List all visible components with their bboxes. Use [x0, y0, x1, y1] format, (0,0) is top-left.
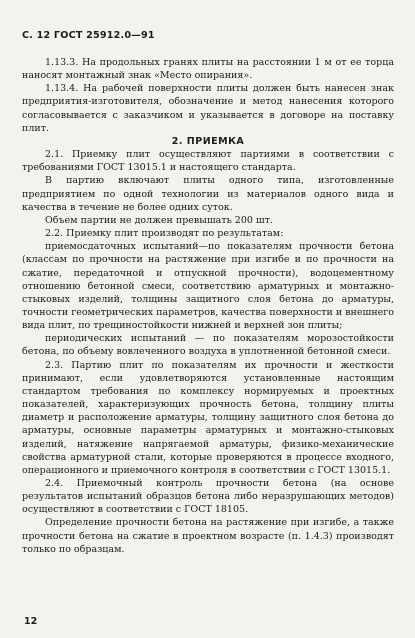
paragraph: 2.1. Приемку плит осуществляют партиями в соответствии с требованиями ГОСТ 13015.1 и настоящего стандарта.: [22, 149, 394, 174]
paragraph: 2.3. Партию плит по показателям их прочности и жесткости принимают, если удовлетворяются установленные настоящим стандартом требования по комплексу нормируемых и проектных показателей, характеризующих прочность бетона, толщину плиты диаметр и расположение арматуры, толщину защитного слоя бетона до арматуры, основные параметры арматурных и монтажно-стыковых изделий, натяжение напрягаемой арматуры, физико-механические свойства арматурной стали, которые проверяются в процессе входного, операционного и приемочного контроля в соответствии с ГОСТ 13015.1.: [22, 359, 394, 476]
page-header: С. 12 ГОСТ 25912.0—91: [22, 30, 155, 41]
paragraph: В партию включают плиты одного типа, изготовленные предприятием по одной технологии из материалов одного вида и качества в течение не более одних суток.: [22, 175, 394, 213]
page-number: 12: [24, 616, 38, 627]
body-text: [22, 56, 394, 556]
paragraph: 2.2. Приемку плит производят по результатам:: [45, 228, 284, 240]
paragraph: приемосдаточных испытаний—по показателям прочности бетона (классам по прочности на растяжение при изгибе и по прочности на сжатие, передаточной и отпускной прочности), водоцементному отношению бетонной смеси, соответствию арматурных и монтажно-стыковых изделий, толщины защитного слоя бетона до арматуры, точности геометрических параметров, качества поверхности и внешнего вида плит, по трещиностойкости нижней и верхней зон плиты;: [22, 241, 394, 332]
paragraph: 1.13.3. На продольных гранях плиты на расстоянии 1 м от ее торца наносят монтажный знак «Место опирания».: [22, 57, 394, 82]
section-title: 2. ПРИЕМКА: [171, 135, 245, 147]
paragraph: Объем партии не должен превышать 200 шт.: [45, 214, 274, 226]
paragraph: периодических испытаний — по показателям морозостойкости бетона, по объему вовлеченного воздуха в уплотненной бетонной смеси.: [22, 333, 394, 358]
paragraph: Определение прочности бетона на растяжение при изгибе, а также прочности бетона на сжатие в проектном возрасте (п. 1.4.3) производят только по образцам.: [22, 517, 394, 555]
paragraph: 2.4. Приемочный контроль прочности бетона (на основе результатов испытаний образцов бетона либо неразрушающих методов) осуществляют в соответствии с ГОСТ 18105.: [22, 478, 394, 516]
paragraph: 1.13.4. На рабочей поверхности плиты должен быть нанесен знак предприятия-изготовителя, обозначение и метод нанесения которого согласовывается с заказчиком и указывается в договоре на поставку плит.: [22, 83, 394, 134]
